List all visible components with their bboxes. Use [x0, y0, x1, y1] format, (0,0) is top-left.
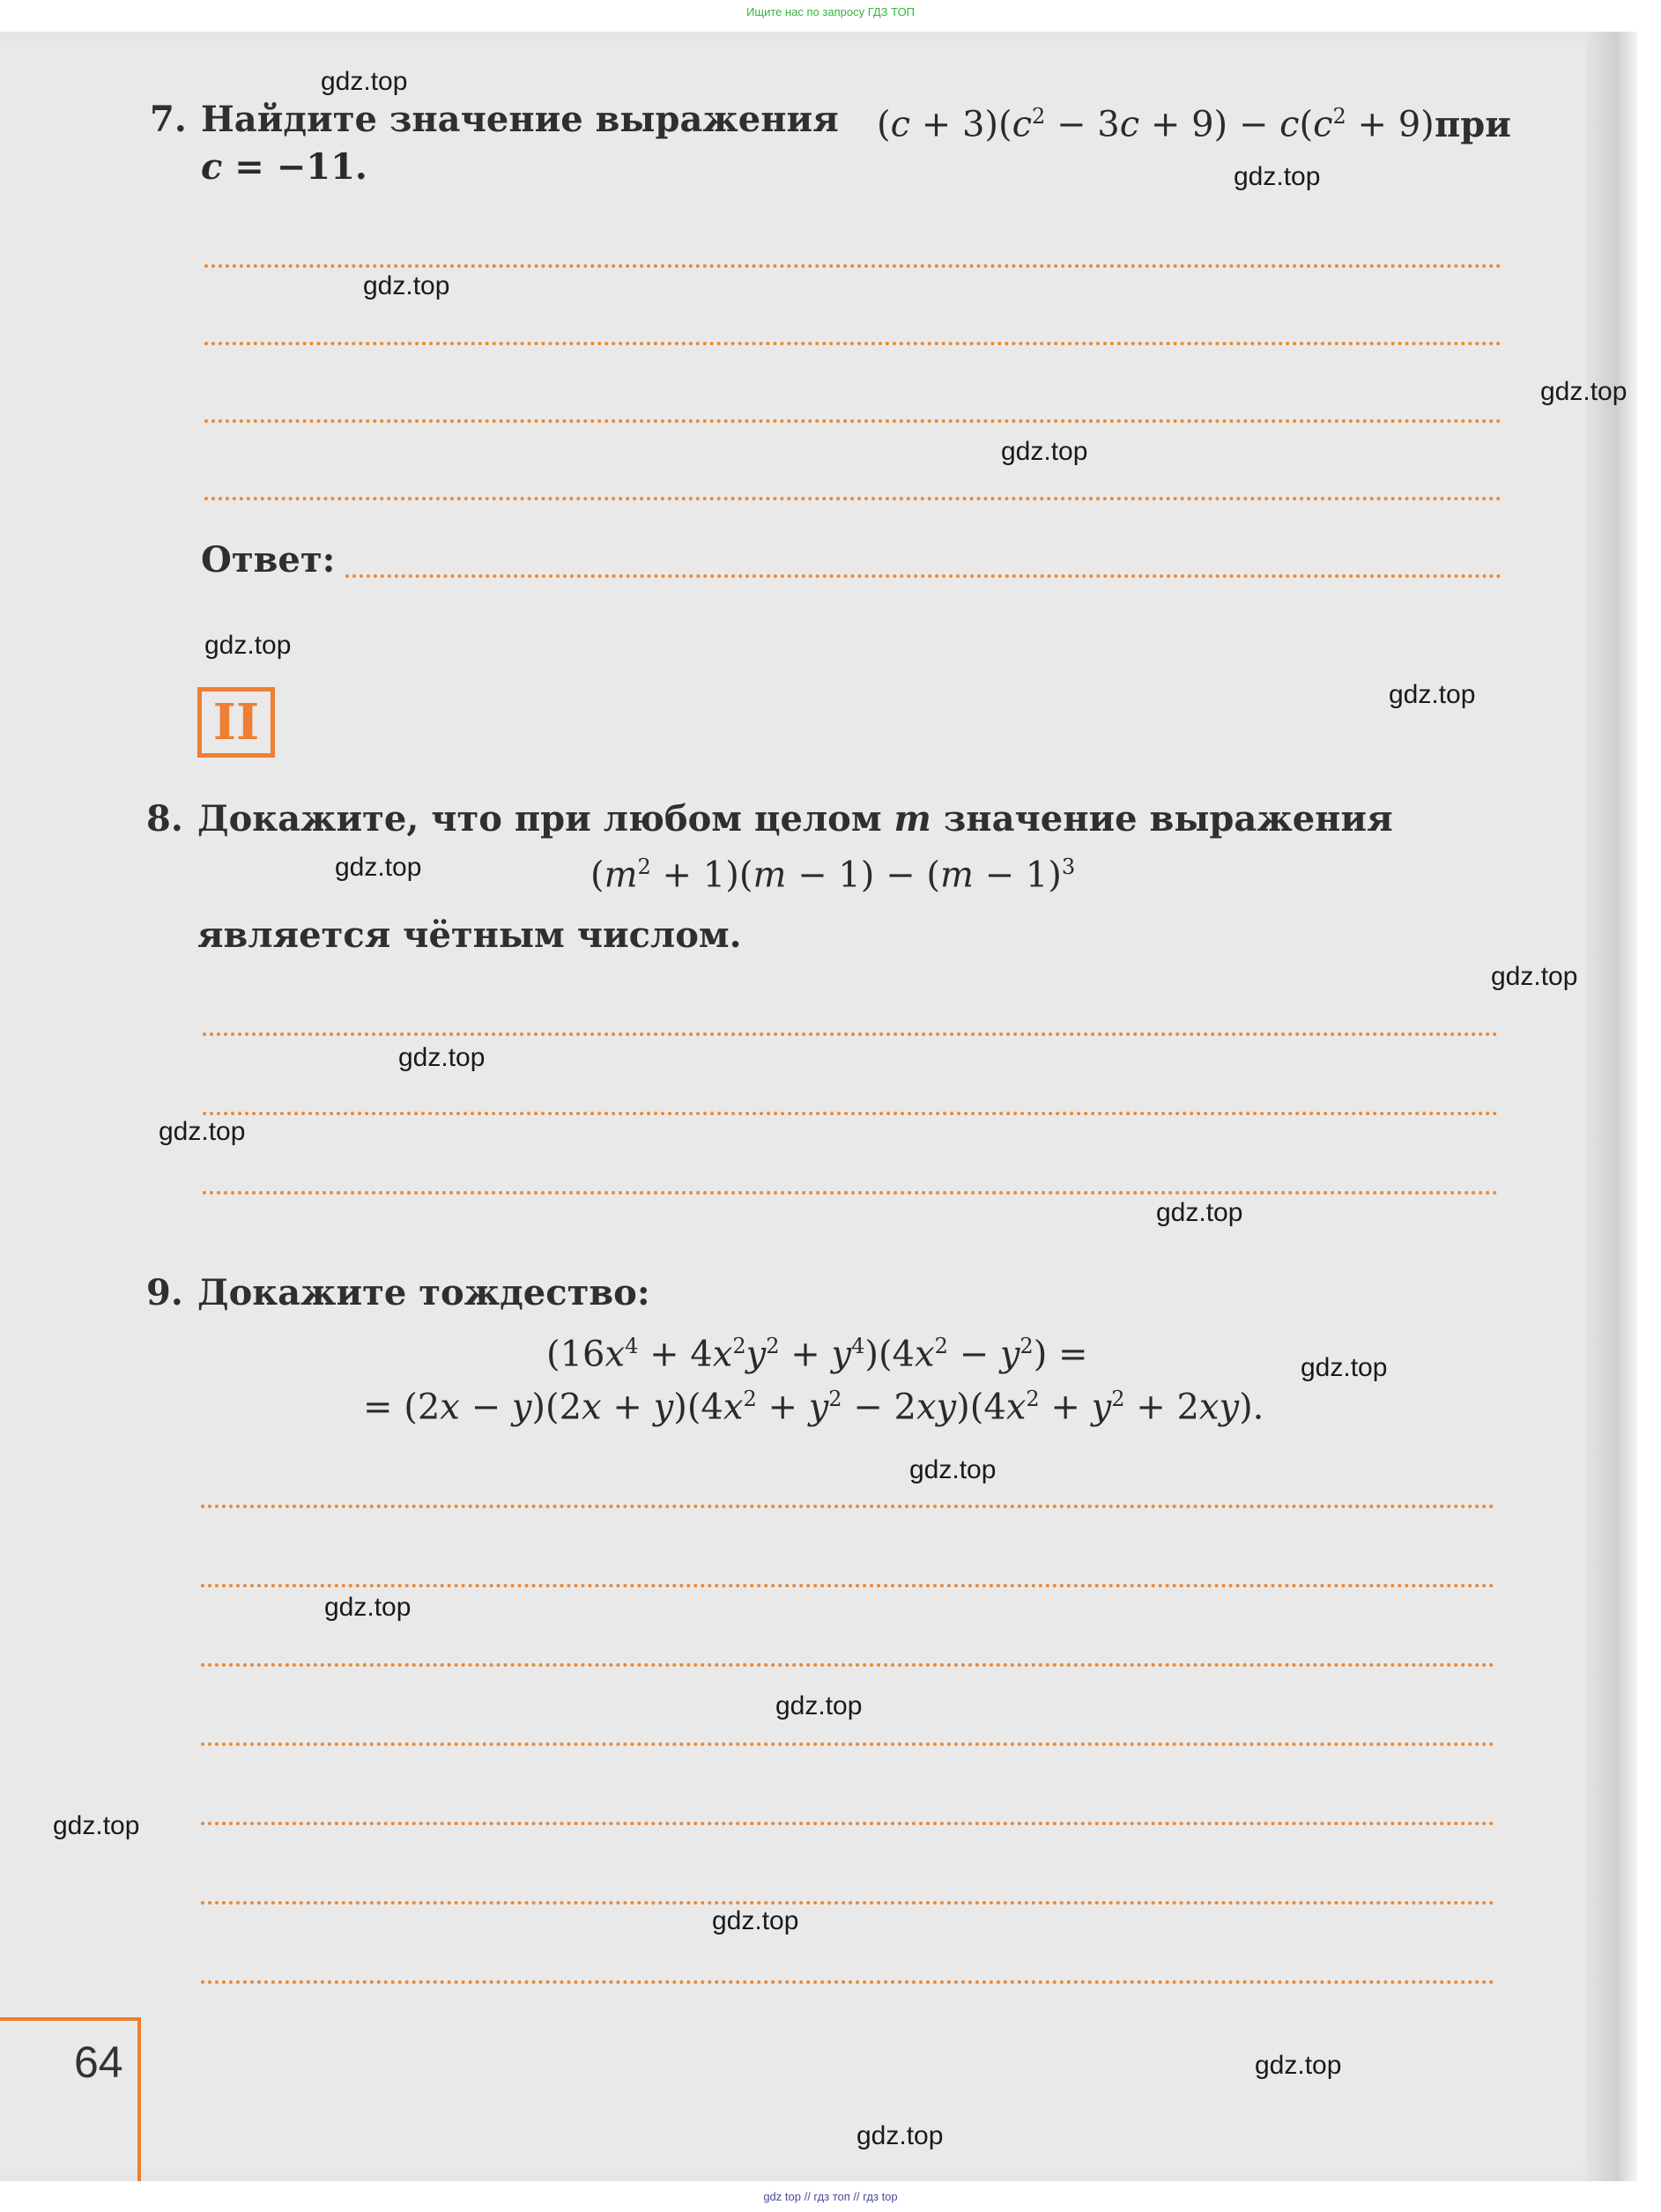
- answer-line[interactable]: [204, 497, 1502, 500]
- answer-line[interactable]: [201, 1822, 1494, 1825]
- task-7-text-tail: при: [1435, 104, 1511, 145]
- watermark: gdz.top: [1255, 2051, 1342, 2080]
- task-9-number: 9.: [146, 1272, 183, 1313]
- answer-line[interactable]: [201, 1663, 1494, 1667]
- watermark: gdz.top: [1156, 1198, 1243, 1227]
- watermark: gdz.top: [335, 853, 422, 882]
- watermark: gdz.top: [1001, 437, 1088, 466]
- textbook-page: [0, 32, 1637, 2181]
- footer-text: gdz top // гдз топ // гдз top: [763, 2190, 898, 2203]
- task-9-formula-line1: $(16x^4 + 4x^2y^2 + y^4)(4x^2 - y^2)$ =: [546, 1334, 1088, 1375]
- watermark: gdz.top: [204, 631, 292, 660]
- task-7-condition: c = −11.: [201, 146, 367, 188]
- answer-label: Ответ:: [201, 539, 336, 581]
- answer-line[interactable]: [201, 1980, 1494, 1984]
- answer-field[interactable]: [345, 574, 1502, 578]
- watermark: gdz.top: [712, 1906, 799, 1935]
- watermark: gdz.top: [159, 1117, 246, 1146]
- watermark: gdz.top: [321, 67, 408, 96]
- answer-line[interactable]: [201, 1584, 1494, 1587]
- watermark: gdz.top: [324, 1593, 412, 1622]
- level-badge: II: [197, 687, 275, 758]
- watermark: gdz.top: [1301, 1353, 1388, 1382]
- page-number: 64: [74, 2038, 123, 2087]
- watermark: gdz.top: [53, 1811, 140, 1840]
- watermark: gdz.top: [1389, 680, 1476, 709]
- task-8-text-line3: является чётным числом.: [197, 914, 742, 956]
- answer-line[interactable]: [201, 1505, 1494, 1508]
- answer-line[interactable]: [201, 1742, 1494, 1746]
- watermark: gdz.top: [856, 2121, 944, 2150]
- watermark: gdz.top: [398, 1043, 486, 1072]
- answer-line[interactable]: [203, 1112, 1498, 1115]
- task-7-number: 7.: [150, 99, 187, 140]
- page-edge-shadow: [1586, 32, 1637, 2181]
- top-banner: Ищите нас по запросу ГДЗ ТОП: [746, 5, 915, 18]
- task-7-formula: $(c + 3)(c^2 - 3c + 9) - c(c^2 + 9)$: [877, 104, 1435, 145]
- task-8-text: Докажите, что при любом целом m значение выражения: [197, 798, 1393, 840]
- task-9-text: Докажите тождество:: [197, 1272, 650, 1313]
- answer-line[interactable]: [204, 419, 1502, 423]
- answer-line[interactable]: [203, 1032, 1498, 1036]
- answer-line[interactable]: [204, 264, 1502, 268]
- watermark: gdz.top: [363, 271, 450, 300]
- answer-line[interactable]: [203, 1191, 1498, 1195]
- task-8-formula: $(m^2 + 1)(m - 1) - (m - 1)^3$: [590, 854, 1076, 896]
- watermark: gdz.top: [775, 1691, 863, 1720]
- watermark: gdz.top: [909, 1455, 997, 1484]
- answer-line[interactable]: [204, 342, 1502, 345]
- task-7-text: Найдите значение выражения: [201, 99, 839, 140]
- watermark: gdz.top: [1540, 377, 1628, 406]
- task-8-number: 8.: [146, 798, 183, 840]
- watermark: gdz.top: [1491, 962, 1578, 991]
- watermark: gdz.top: [1234, 162, 1321, 191]
- answer-line[interactable]: [201, 1901, 1494, 1905]
- task-9-formula-line2: = $(2x - y)(2x + y)(4x^2 + y^2 - 2xy)(4x^2 + y^2 + 2xy)$.: [363, 1387, 1264, 1428]
